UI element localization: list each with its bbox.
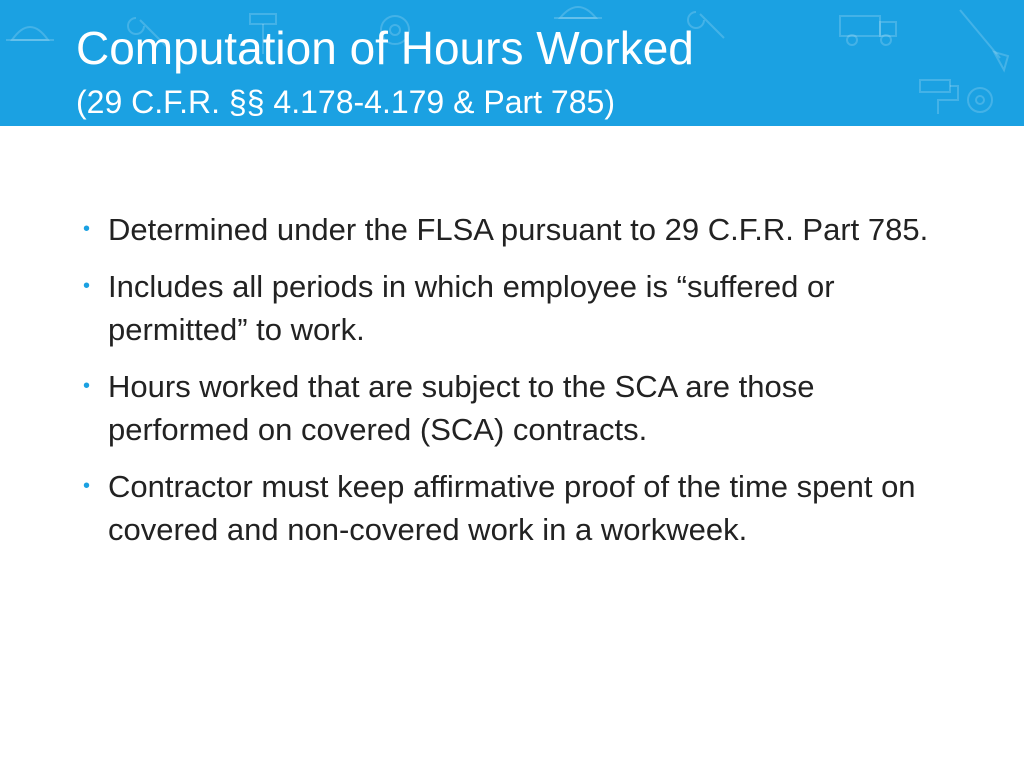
- shovel-icon: [960, 10, 1008, 70]
- title-banner: [0, 0, 1024, 126]
- hard-hat-icon: [6, 27, 54, 40]
- bullet-text: Contractor must keep affirmative proof of the time spent on covered and non-covered work in a workweek.: [108, 469, 916, 547]
- bullet-item: [76, 465, 956, 551]
- bullet-text: Hours worked that are subject to the SCA are those performed on covered (SCA) contracts.: [108, 369, 815, 447]
- bullet-icon: •: [83, 475, 91, 497]
- bullet-icon: •: [83, 218, 91, 240]
- bullet-text: Determined under the FLSA pursuant to 29 C.F.R. Part 785.: [108, 212, 929, 247]
- truck-icon: [840, 16, 896, 45]
- hard-hat-icon: [554, 7, 602, 18]
- paint-roller-icon: [920, 80, 958, 114]
- bullet-list: [76, 208, 956, 551]
- slide-body: [76, 208, 956, 565]
- gear-icon: [968, 88, 992, 112]
- bullet-text: Includes all periods in which employee is “suffered or permitted” to work.: [108, 269, 835, 347]
- slide-subtitle: (29 C.F.R. §§ 4.178-4.179 & Part 785): [76, 84, 615, 120]
- bullet-item: [76, 265, 956, 351]
- slide-title: Computation of Hours Worked: [76, 22, 694, 74]
- bullet-icon: •: [83, 375, 91, 397]
- bullet-item: [76, 208, 956, 251]
- bullet-icon: •: [83, 275, 91, 297]
- bullet-item: [76, 365, 956, 451]
